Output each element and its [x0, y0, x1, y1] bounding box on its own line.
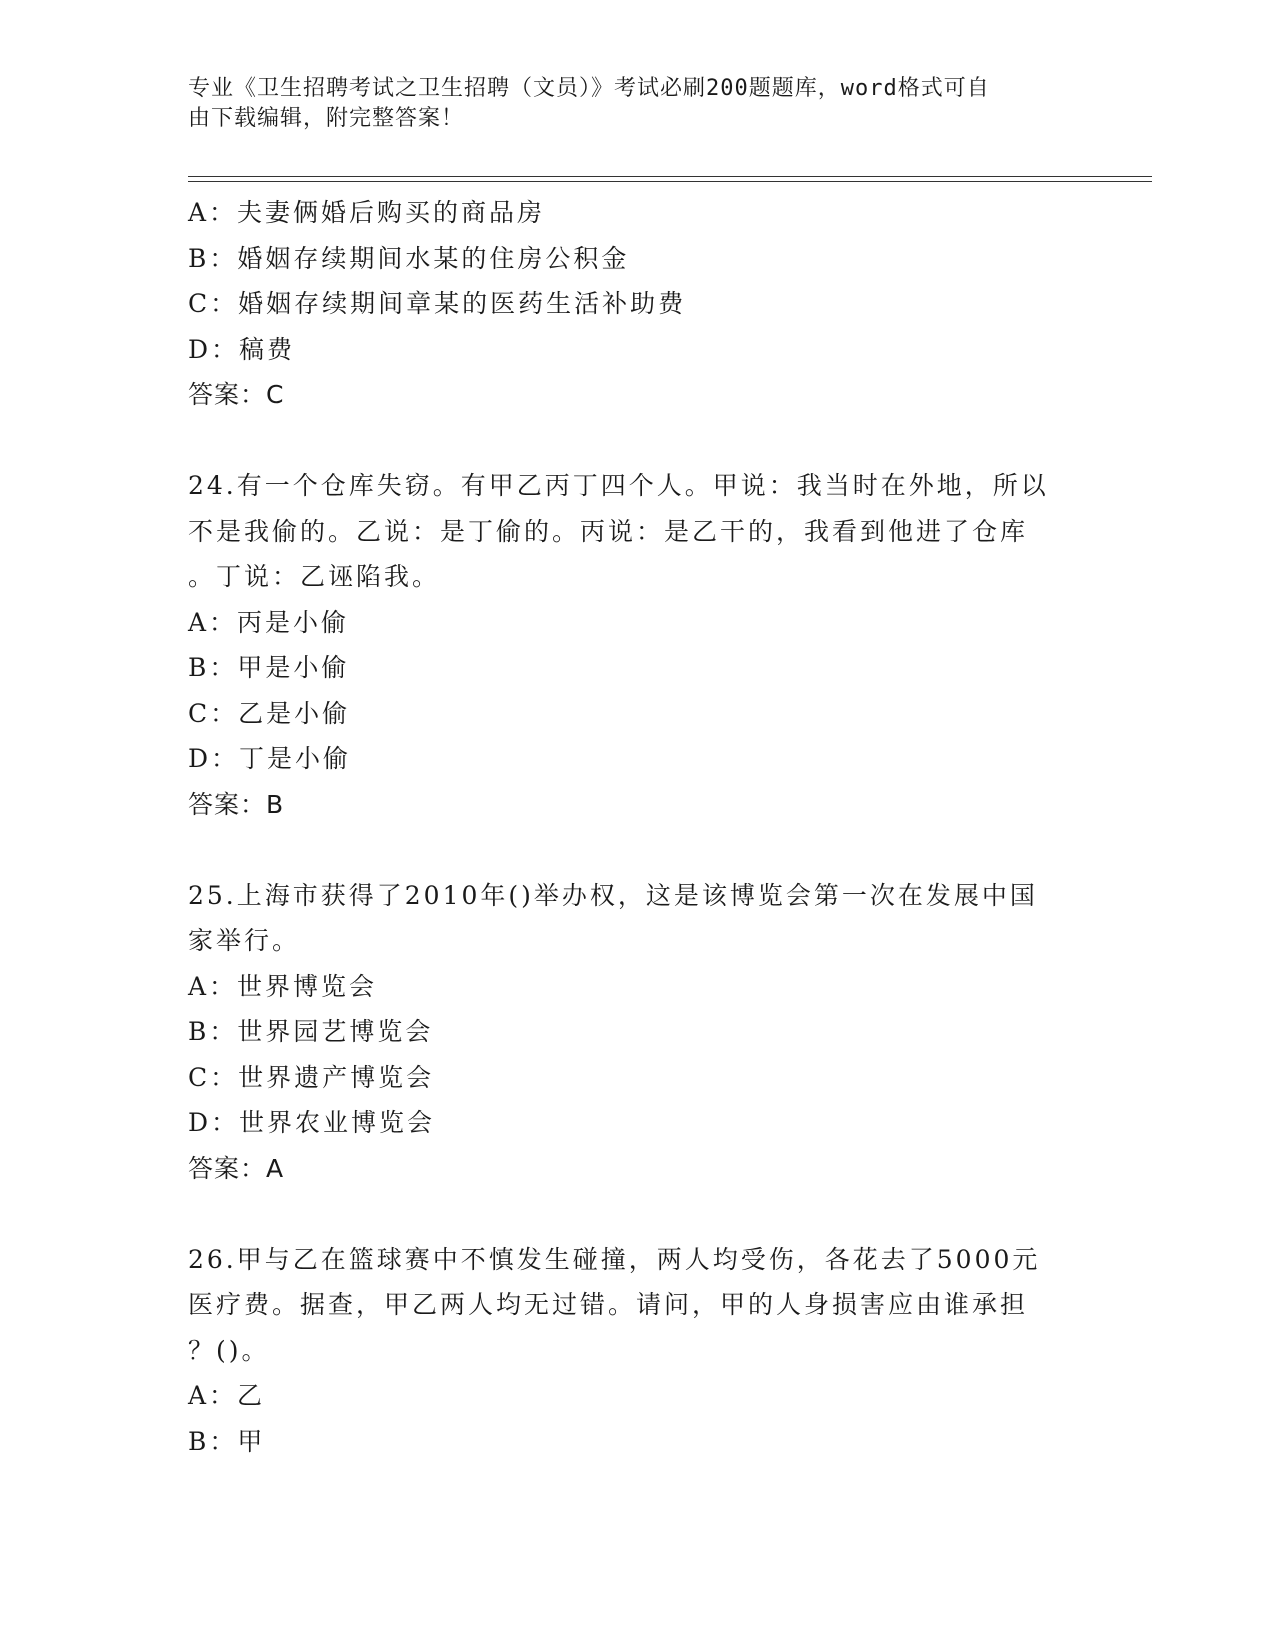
document-header	[188, 74, 1068, 134]
question-text-line: 医疗费。据查，甲乙两人均无过错。请问，甲的人身损害应由谁承担	[188, 1290, 1029, 1319]
option-a: A：乙	[188, 1381, 266, 1410]
header-line-2: 由下载编辑，附完整答案！	[188, 106, 465, 131]
option-d: D：世界农业博览会	[188, 1108, 436, 1137]
question-text-line: 家举行。	[188, 926, 301, 955]
question-text-line: 26.甲与乙在篮球赛中不慎发生碰撞，两人均受伤，各花去了5000元	[188, 1244, 1041, 1274]
spacer	[188, 1191, 1088, 1237]
option-b: B：甲是小偷	[188, 653, 350, 682]
option-b: B：婚姻存续期间水某的住房公积金	[188, 243, 630, 273]
option-b: B：甲	[188, 1426, 266, 1456]
answer-line: 答案：B	[188, 789, 285, 819]
header-rule-bottom	[188, 181, 1152, 182]
question-24	[188, 463, 1088, 827]
spacer	[188, 418, 1088, 464]
question-text-line: 不是我偷的。乙说：是丁偷的。丙说：是乙干的，我看到他进了仓库	[188, 516, 1029, 546]
option-c: C：乙是小偷	[188, 698, 351, 728]
option-a: A：夫妻俩婚后购买的商品房	[188, 198, 546, 227]
header-line-1: 专业《卫生招聘考试之卫生招聘（文员）》考试必刷200题题库，word格式可自	[188, 76, 990, 101]
spacer	[188, 827, 1088, 873]
option-d: D：丁是小偷	[188, 744, 352, 773]
question-text-line: 24.有一个仓库失窃。有甲乙丙丁四个人。甲说：我当时在外地，所以	[188, 471, 1049, 500]
question-text-line: 25.上海市获得了2010年()举办权，这是该博览会第一次在发展中国	[188, 880, 1038, 910]
option-a: A：世界博览会	[188, 971, 378, 1001]
option-c: C：世界遗产博览会	[188, 1062, 435, 1092]
answer-line: 答案：A	[188, 1153, 285, 1183]
question-list	[188, 190, 1088, 1464]
question-text-line: ？()。	[188, 1335, 270, 1365]
question-26	[188, 1237, 1088, 1465]
answer-line: 答案：C	[188, 380, 285, 409]
option-b: B：世界园艺博览会	[188, 1017, 434, 1046]
option-d: D：稿费	[188, 334, 296, 364]
header-rule-top	[188, 176, 1152, 177]
option-c: C：婚姻存续期间章某的医药生活补助费	[188, 289, 687, 318]
question-23	[188, 190, 1088, 418]
question-text-line: 。丁说：乙诬陷我。	[188, 562, 441, 591]
question-25	[188, 873, 1088, 1192]
option-a: A：丙是小偷	[188, 607, 350, 637]
